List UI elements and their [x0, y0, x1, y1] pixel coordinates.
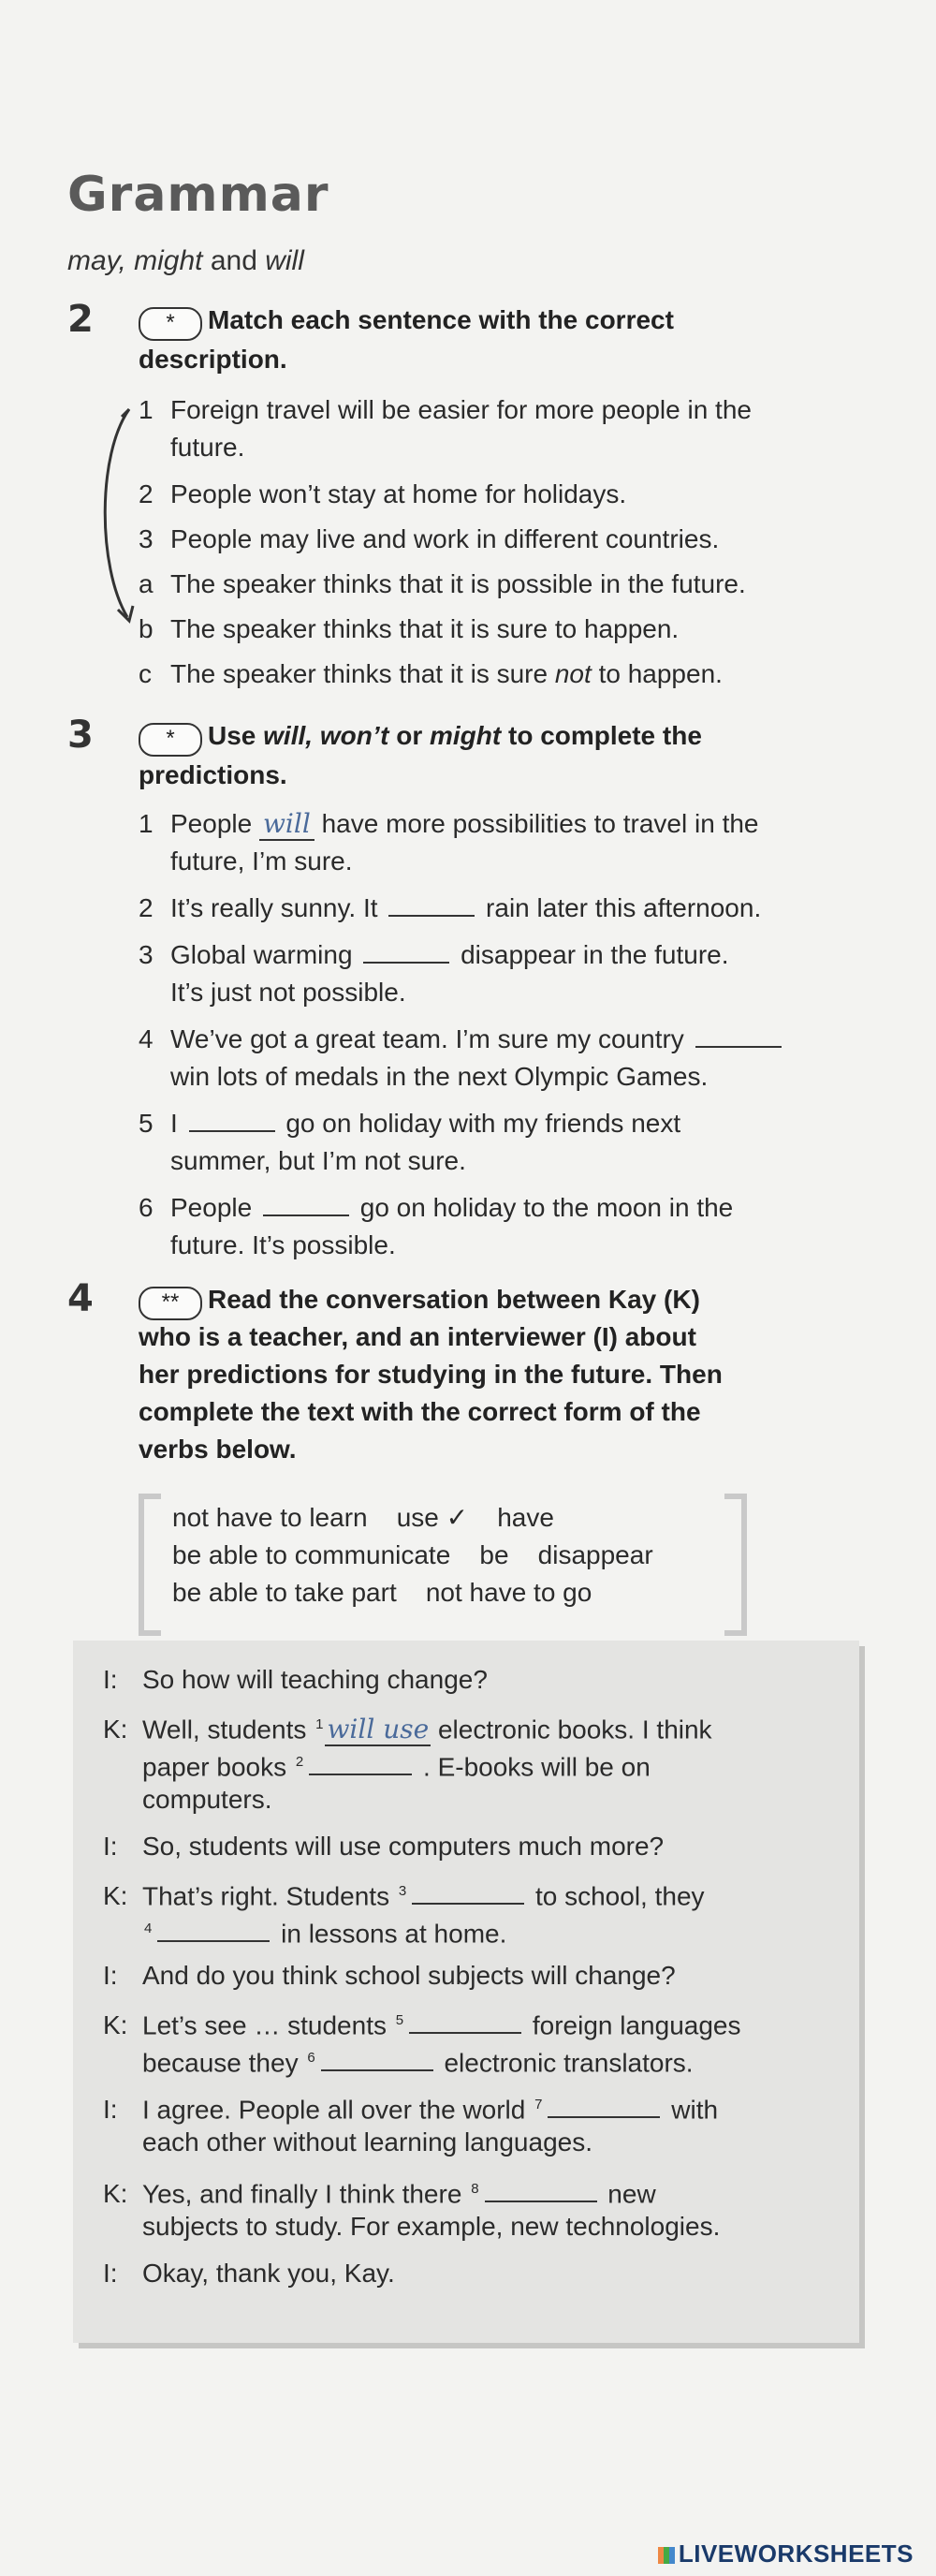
ex2-item-c-text-2: to happen.	[591, 659, 723, 688]
ex2-item-3-text: People may live and work in different countries.	[170, 524, 720, 553]
dialog-7-text-a: I agree. People all over the world	[142, 2095, 534, 2125]
ex3-item-5-text-b: go on holiday with my friends next	[278, 1109, 681, 1138]
ex2-item-1-line2: future.	[170, 433, 245, 462]
ex3-item-3-text-b: disappear in the future.	[453, 940, 729, 969]
ex3-item-4	[139, 1021, 785, 1058]
gap-5-number: 5	[395, 2012, 404, 2028]
matching-arrow-icon	[94, 398, 150, 641]
ex3-item-3-number: 3	[139, 940, 154, 969]
exercise-2-number: 2	[67, 298, 94, 341]
exercise-3-instruction-line2: predictions.	[139, 760, 287, 789]
ex2-item-a-text: The speaker thinks that it is possible in the future.	[170, 569, 746, 598]
dialog-line-2b	[142, 1744, 651, 1786]
exercise-2-instruction-line2: description.	[139, 345, 287, 374]
dialog-line-6	[103, 2002, 741, 2044]
exercise-3-instruction-line1	[208, 717, 702, 755]
word-box-line-3: be able to take part not have to go	[172, 1578, 592, 1607]
subtitle-and: and	[202, 245, 266, 276]
ex3-item-3-line2: It’s just not possible.	[170, 978, 406, 1007]
dialog-3-speaker: I:	[103, 1832, 118, 1861]
dialog-7-text-b: with	[664, 2095, 719, 2125]
exercise-2-difficulty-badge: *	[139, 307, 202, 341]
ex3-item-1-line2: future, I’m sure.	[170, 846, 353, 876]
ex3-item-5-line2: summer, but I’m not sure.	[170, 1146, 466, 1175]
dialog-4-text-a: That’s right. Students	[142, 1881, 397, 1911]
gap-8-number: 8	[471, 2181, 479, 2197]
dialog-7-speaker: I:	[103, 2095, 118, 2125]
ex3-item-6-text-b: go on holiday to the moon in the	[352, 1193, 734, 1222]
dialog-line-7b: each other without learning languages.	[142, 2127, 593, 2156]
ex3-item-4-number: 4	[139, 1024, 154, 1053]
ex3-item-2-text-a: It’s really sunny. It	[170, 893, 386, 922]
ex3-item-2-blank[interactable]	[388, 891, 475, 917]
ex3-instr-b: will, won’t	[263, 721, 389, 750]
dialog-2-l2-b: . E-books will be on	[416, 1752, 651, 1782]
dialog-4-speaker: K:	[103, 1881, 128, 1911]
ex3-item-1-example-answer: will	[259, 808, 314, 841]
gap-6-number: 6	[307, 2050, 315, 2066]
gap-1-example-answer: will use	[327, 1714, 430, 1745]
ex3-instr-c: or	[388, 721, 430, 750]
ex3-instr-e: to complete the	[501, 721, 702, 750]
ex2-item-2-number: 2	[139, 479, 154, 508]
dialog-line-8b: subjects to study. For example, new technologies.	[142, 2212, 721, 2241]
gap-6-blank[interactable]	[321, 2045, 433, 2071]
ex3-item-2-text-b: rain later this afternoon.	[478, 893, 762, 922]
ex3-item-4-blank[interactable]	[695, 1022, 782, 1048]
dialog-6-l2-a: because they	[142, 2048, 306, 2078]
ex2-item-c-letter: c	[139, 659, 152, 688]
exercise-4-number: 4	[67, 1277, 94, 1320]
gap-4-number: 4	[144, 1921, 153, 1936]
ex2-item-3-number: 3	[139, 524, 154, 553]
dialog-1-text: So how will teaching change?	[142, 1665, 488, 1694]
ex3-item-6	[139, 1189, 733, 1227]
gap-5-blank[interactable]	[409, 2008, 521, 2034]
ex3-item-3	[139, 936, 729, 974]
gap-7-blank[interactable]	[548, 2092, 660, 2118]
gap-8-blank[interactable]	[485, 2176, 597, 2202]
ex3-item-1-text-b: have more possibilities to travel in the	[314, 809, 759, 838]
dialog-4-text-b: to school, they	[528, 1881, 705, 1911]
ex2-item-1-text: Foreign travel will be easier for more people in the	[170, 395, 752, 424]
dialog-6-text-a: Let’s see … students	[142, 2010, 394, 2040]
gap-7-number: 7	[534, 2097, 543, 2112]
dialog-line-2c: computers.	[142, 1785, 272, 1814]
ex2-item-b	[139, 611, 679, 648]
liveworksheets-logo	[658, 2539, 914, 2569]
dialog-line-3	[103, 1828, 664, 1865]
dialog-4-l2-b: in lessons at home.	[273, 1919, 507, 1949]
ex3-instr-a: Use	[208, 721, 264, 750]
exercise-4-instruction-line3: her predictions for studying in the future. Then	[139, 1360, 723, 1389]
ex2-item-b-letter: b	[139, 614, 154, 643]
word-box-left-bracket	[139, 1494, 161, 1636]
ex2-item-a-letter: a	[139, 569, 154, 598]
ex3-item-3-text-a: Global warming	[170, 940, 360, 969]
ex3-item-6-text-a: People	[170, 1193, 259, 1222]
gap-1-number: 1	[315, 1716, 324, 1732]
dialog-2-speaker: K:	[103, 1715, 128, 1744]
ex3-item-3-blank[interactable]	[363, 937, 449, 964]
dialog-2-text-a: Well, students	[142, 1715, 314, 1744]
exercise-3-difficulty-badge: *	[139, 723, 202, 757]
word-box-line-2: be able to communicate be disappear	[172, 1540, 653, 1569]
gap-2-blank[interactable]	[309, 1749, 412, 1775]
ex2-item-c-text-1: The speaker thinks that it is sure	[170, 659, 555, 688]
subtitle-modal-verbs: may, might	[67, 245, 203, 276]
watermark-text: LIVEWORKSHEETS	[678, 2539, 914, 2568]
dialog-line-9	[103, 2255, 395, 2292]
dialog-line-8	[103, 2171, 656, 2213]
dialog-1-speaker: I:	[103, 1665, 118, 1694]
gap-3-number: 3	[398, 1883, 407, 1899]
ex3-item-1	[139, 805, 759, 843]
ex2-item-b-text: The speaker thinks that it is sure to happen.	[170, 614, 680, 643]
dialog-8-text-b: new	[600, 2179, 656, 2209]
dialog-line-1	[103, 1661, 488, 1699]
ex3-item-5-text-a: I	[170, 1109, 185, 1138]
ex3-item-5	[139, 1105, 680, 1142]
dialog-9-text: Okay, thank you, Kay.	[142, 2259, 395, 2288]
ex2-item-1	[139, 391, 752, 429]
gap-3-blank[interactable]	[412, 1878, 524, 1905]
ex3-item-1-text-a: People	[170, 809, 259, 838]
exercise-4-difficulty-badge: **	[139, 1287, 202, 1320]
word-box-right-bracket	[724, 1494, 747, 1636]
ex3-item-1-number: 1	[139, 809, 154, 838]
exercise-4-instruction-line2: who is a teacher, and an interviewer (I) about	[139, 1322, 696, 1351]
dialog-line-2	[103, 1706, 712, 1748]
dialog-5-speaker: I:	[103, 1961, 118, 1990]
grammar-subtitle	[67, 245, 304, 277]
ex2-item-1-number: 1	[139, 395, 154, 424]
page-title: Grammar	[67, 167, 329, 223]
exercise-4-instruction-line4: complete the text with the correct form of the	[139, 1397, 701, 1426]
gap-4-blank[interactable]	[157, 1916, 270, 1942]
ex3-item-4-text-a: We’ve got a great team. I’m sure my country	[170, 1024, 692, 1053]
dialog-2-l2-a: paper books	[142, 1752, 294, 1782]
ex2-item-2	[139, 476, 626, 513]
ex3-item-6-blank[interactable]	[263, 1190, 349, 1216]
dialog-6-speaker: K:	[103, 2010, 128, 2040]
ex2-item-2-text: People won’t stay at home for holidays.	[170, 479, 627, 508]
exercise-4-instruction-line1: Read the conversation between Kay (K)	[208, 1285, 700, 1314]
ex2-item-c-text-not: not	[554, 659, 592, 688]
ex3-item-6-line2: future. It’s possible.	[170, 1230, 396, 1259]
dialog-6-text-b: foreign languages	[525, 2010, 741, 2040]
verb-word-box	[139, 1494, 747, 1625]
dialog-line-4	[103, 1873, 705, 1915]
dialog-line-7	[103, 2086, 718, 2128]
dialog-line-5	[103, 1957, 676, 1995]
conversation-box	[73, 1641, 859, 2343]
ex3-item-5-blank[interactable]	[189, 1106, 275, 1132]
ex3-item-2-number: 2	[139, 893, 154, 922]
dialog-8-text-a: Yes, and finally I think there	[142, 2179, 470, 2209]
ex3-instr-d: might	[430, 721, 502, 750]
word-box-line-1: not have to learn use ✓ have	[172, 1503, 554, 1532]
dialog-line-4b	[142, 1910, 506, 1952]
dialog-5-text: And do you think school subjects will change?	[142, 1961, 676, 1990]
exercise-2-instruction-line1: Match each sentence with the correct	[208, 305, 674, 334]
dialog-9-speaker: I:	[103, 2259, 118, 2288]
gap-2-number: 2	[295, 1754, 304, 1770]
ex2-item-a	[139, 566, 746, 603]
ex3-item-2	[139, 890, 761, 927]
ex3-item-4-line2: win lots of medals in the next Olympic Games.	[170, 1062, 709, 1091]
dialog-8-speaker: K:	[103, 2179, 128, 2209]
ex3-item-5-number: 5	[139, 1109, 154, 1138]
exercise-3-number: 3	[67, 714, 94, 757]
dialog-6-l2-b: electronic translators.	[436, 2048, 694, 2078]
dialog-2-text-b: electronic books. I think	[431, 1715, 712, 1744]
ex2-item-c	[139, 655, 723, 693]
dialog-3-text: So, students will use computers much more?	[142, 1832, 665, 1861]
dialog-line-6b	[142, 2039, 694, 2082]
ex3-item-6-number: 6	[139, 1193, 154, 1222]
ex2-item-3	[139, 521, 719, 558]
exercise-4-instruction-line5: verbs below.	[139, 1435, 297, 1464]
subtitle-will: will	[265, 245, 304, 276]
liveworksheets-icon	[658, 2547, 675, 2564]
